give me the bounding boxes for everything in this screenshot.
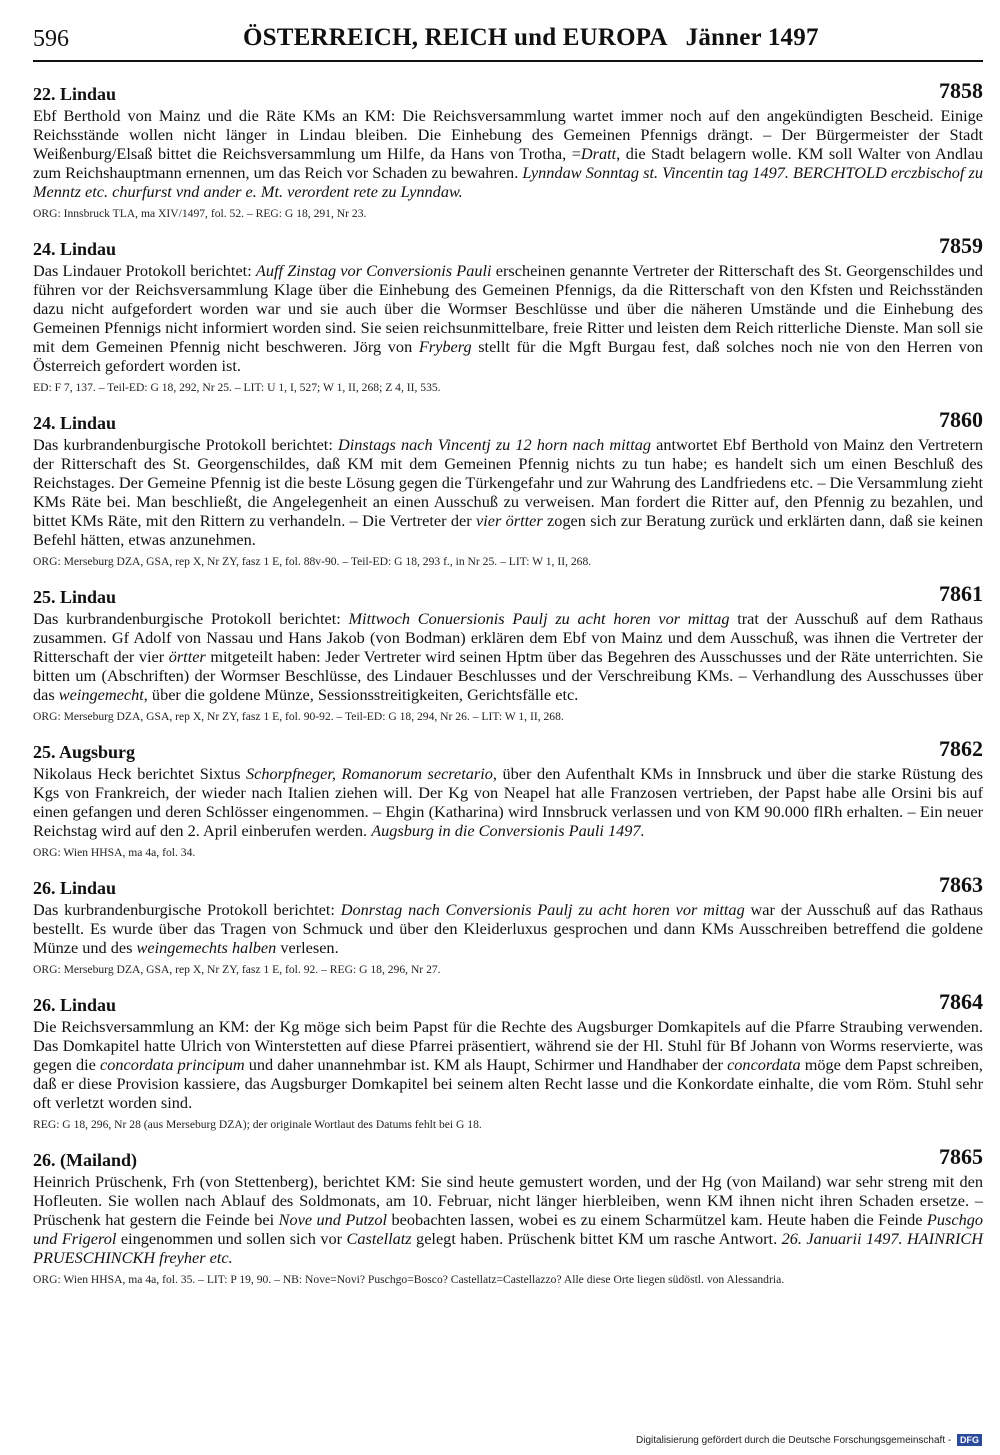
entry-title: 26. Lindau xyxy=(33,995,117,1015)
entry-body-text: Ebf Berthold von Mainz und die Räte KMs an KM: Die Reichsversammlung wartet immer noch auf den angekündigten Bescheid. Einige Reichsstände wollen nicht länger in Lindau bleiben. Die Einhebung des Gemeinen Pfennigs drängt. – Der Bürgermeister der Stadt Weißenburg/Elsaß bittet die Reichsversammlung um Hilfe, da Hans von Trotha, = xyxy=(33,106,983,163)
entry-body-italic: Puschgo und Frigerol xyxy=(33,1210,983,1248)
entry-head xyxy=(33,235,983,261)
entry-body-text: mitgeteilt haben: Jeder Vertreter wird seinen Hptm über das Begehren des Ausschusses und der Räte unterrichten. Sie bitten um (Abschriften) der Wormser Beschlüsse, des Lindauer Beschlusses und der Verschreibung KMs. – Verhandlung des Ausschusses über das xyxy=(33,647,984,704)
entry-body xyxy=(33,900,983,957)
entry xyxy=(33,991,983,1132)
entry-body xyxy=(33,1172,983,1267)
entry-body-text: stellt für die Mgft Burgau fest, daß solches noch nie von den Herren von Österreich gefordert worden ist. xyxy=(33,337,983,375)
entry-title: 24. Lindau xyxy=(33,413,117,433)
entry-number: 7860 xyxy=(939,407,983,432)
entry-body-text: war der Ausschuß auf das Rathaus bestellt. Es wurde über das Tragen von Schmuck und über den Kleiderluxus gesprochen und dann KMs Ausschreiben betreffend die goldene Münze und des xyxy=(33,900,983,957)
entry-number: 7861 xyxy=(939,581,983,606)
entry-number: 7865 xyxy=(939,1144,983,1169)
entry-number: 7858 xyxy=(939,78,983,103)
entry-body-text: erscheinen genannte Vertreter der Ritterschaft des St. Georgenschildes und führen vor der Reichsversammlung Klage über die Einhebung des Gemeinen Pfennigs, da die Ritterschaft von den Kfsten und Reichsständen dazu nicht aufgefordert worden war und sie auch über die Wormser Beschlüsse und über die näheren Umstände und die Einhebung des Gemeinen Pfennigs nicht informiert worden sind. Sie seien reichsunmittelbare, freie Ritter und leisten dem Reich ritterliche Dienste. Man soll sie mit dem Gemeinen Pfennig nicht beschweren. Jörg von xyxy=(33,261,984,356)
entry-body-text: Heinrich Prüschenk, Frh (von Stettenberg), berichtet KM: Sie sind heute gemustert worden, und der Hg (von Mailand) war sehr streng mit den Hofleuten. Sie wollen nach Ablauf des Soldmonats, am 10. Februar, nicht länger hierbleiben, wenn KM ihnen nicht ihren Schaden ersetze. – Prüschenk hat gestern die Feinde bei xyxy=(33,1172,983,1229)
entry-body xyxy=(33,609,983,704)
entry-body-italic: Dratt xyxy=(580,144,617,163)
entry-body-italic: Mittwoch Conuersionis Paulj zu acht horen vor mittag xyxy=(348,609,730,628)
entry-body-italic: Schorpfneger, Romanorum secretario xyxy=(245,764,493,783)
entry-number: 7864 xyxy=(939,989,983,1014)
footer-text: Digitalisierung gefördert durch die Deutsche Forschungsgemeinschaft - xyxy=(636,1435,952,1446)
entry xyxy=(33,409,983,569)
entry-body-text: gelegt haben. Prüschenk bittet KM um rasche Antwort. xyxy=(411,1229,782,1248)
header-rule xyxy=(33,60,983,62)
entry-body-text: möge dem Papst schreiben, daß er diese Provision kassiere, das Augsburger Domkapitel bei seinem alten Recht lasse und die Konkordate einhalte, die vom Röm. Stuhl sehr oft verletzt worden sind. xyxy=(33,1055,984,1112)
entry-body-text: trat der Ausschuß auf dem Rathaus zusammen. Gf Adolf von Nassau und Hans Jakob (von Bodman) erklären dem Ebf von Mainz und dem Ausschuß, was ihnen die Vertreter der Ritterschaft der vier xyxy=(33,609,983,666)
entry-title: 26. Lindau xyxy=(33,878,117,898)
entry-sources: ORG: Merseburg DZA, GSA, rep X, Nr ZY, fasz 1 E, fol. 90-92. – Teil-ED: G 18, 294, Nr 26. – LIT: W 1, II, 268. xyxy=(33,710,564,723)
entry xyxy=(33,738,983,860)
entry-body xyxy=(33,106,983,201)
page-header xyxy=(33,24,983,60)
entry-head xyxy=(33,1146,983,1172)
entry-sources: ORG: Merseburg DZA, GSA, rep X, Nr ZY, fasz 1 E, fol. 92. – REG: G 18, 296, Nr 27. xyxy=(33,963,441,976)
entry-number: 7862 xyxy=(939,736,983,761)
entry-body-italic: Augsburg in die Conversionis Pauli 1497. xyxy=(371,821,645,840)
entry-body-text: Das Lindauer Protokoll berichtet: xyxy=(33,261,256,280)
entry-body-italic: Fryberg xyxy=(418,337,472,356)
entry-body-italic: Nove und Putzol xyxy=(278,1210,387,1229)
entry-body xyxy=(33,764,983,840)
entry-sources: ORG: Wien HHSA, ma 4a, fol. 34. xyxy=(33,846,196,859)
entry-body-text: beobachten lassen, wobei es zu einem Scharmützel kam. Heute haben die Feinde xyxy=(387,1210,927,1229)
entry-body xyxy=(33,435,983,549)
entry-body-italic: örtter xyxy=(168,647,206,666)
entry xyxy=(33,80,983,221)
entry-head xyxy=(33,583,983,609)
entry-body-text: , die Stadt belagern wolle. KM soll Walter von Andlau zum Reichshauptmann ernennen, um das Reich vor Schaden zu bewahren. xyxy=(33,144,983,182)
entry-body-text: Das kurbrandenburgische Protokoll berichtet: xyxy=(33,435,338,454)
dfg-logo: DFG xyxy=(957,1434,982,1446)
entry-body-text: Das kurbrandenburgische Protokoll berichtet: xyxy=(33,900,341,919)
entry-sources: ED: F 7, 137. – Teil-ED: G 18, 292, Nr 25. – LIT: U 1, I, 527; W 1, II, 268; Z 4, II, 535. xyxy=(33,381,441,394)
entry-head xyxy=(33,738,983,764)
entry-sources: ORG: Innsbruck TLA, ma XIV/1497, fol. 52. – REG: G 18, 291, Nr 23. xyxy=(33,207,367,220)
footer-credit xyxy=(636,1434,982,1446)
entry-body xyxy=(33,1017,983,1112)
entry-number: 7863 xyxy=(939,872,983,897)
entry-body-text: Das kurbrandenburgische Protokoll berichtet: xyxy=(33,609,349,628)
entry-head xyxy=(33,80,983,106)
entry-body-text: und daher unannehmbar ist. KM als Haupt, Schirmer und Handhaber der xyxy=(244,1055,728,1074)
entry-sources: ORG: Merseburg DZA, GSA, rep X, Nr ZY, fasz 1 E, fol. 88v-90. – Teil-ED: G 18, 293 f., in Nr 25. – LIT: W 1, II, 268. xyxy=(33,555,592,568)
entry xyxy=(33,583,983,724)
entry-body-italic: vier örtter xyxy=(475,511,543,530)
entry xyxy=(33,874,983,977)
entry-body-italic: Auff Zinstag vor Conversionis Pauli xyxy=(255,261,492,280)
entry-sources: REG: G 18, 296, Nr 28 (aus Merseburg DZA); der originale Wortlaut des Datums fehlt bei G 18. xyxy=(33,1118,482,1131)
entry-body-text: antwortet Ebf Berthold von Mainz den Vertretern der Ritterschaft des St. Georgenschildes, daß KM mit dem Gemeinen Pfennig nichts zu tun habe; es handelt sich um einen Beschluß des Reichstages. Der Gemeine Pfennig ist die beste Lösung gegen die Türkengefahr und zur Wahrung des Landfriedens etc. – Die Versammlung zieht KMs Räte bei. Man beschließt, die Angelegenheit an einen Ausschuß zu verweisen. Man fordert die Ritter auf, den Pfennig zu bezahlen, und bittet KMs Räte, mit den Rittern zu verhandeln. – Die Vertreter der xyxy=(33,435,983,530)
entry-title: 24. Lindau xyxy=(33,239,117,259)
entry xyxy=(33,235,983,395)
entry-title: 26. (Mailand) xyxy=(33,1150,138,1170)
entry-body-text: eingenommen und sollen sich vor xyxy=(116,1229,347,1248)
entry-body-text: verlesen. xyxy=(276,938,339,957)
entry-body-text: Die Reichsversammlung an KM: der Kg möge sich beim Papst für die Rechte des Augsburger Domkapitels auf die Pfarre Straubing verwenden. Das Domkapitel hatte Ulrich von Winterstetten auf diese Pfarrei präsentiert, während sie der Hl. Stuhl für Bf Johann von Worms reservierte, was gegen die xyxy=(33,1017,983,1074)
entry-title: 25. Augsburg xyxy=(33,742,136,762)
entry-head xyxy=(33,991,983,1017)
entry-title: 25. Lindau xyxy=(33,587,117,607)
running-title: ÖSTERREICH, REICH und EUROPA Jänner 1497 xyxy=(243,24,819,51)
entry-body-italic: Donrstag nach Conversionis Paulj zu acht horen vor mittag xyxy=(340,900,745,919)
entry-body-italic: concordata xyxy=(727,1055,801,1074)
entry-body xyxy=(33,261,983,375)
entry-body-italic: Lynndaw Sonntag st. Vincentin tag 1497. BERCHTOLD erczbischof zu Menntz etc. churfurst vnd ander e. Mt. verordent rete zu Lynndaw. xyxy=(33,163,983,201)
entry xyxy=(33,1146,983,1287)
entry-head xyxy=(33,409,983,435)
entry-title: 22. Lindau xyxy=(33,84,117,104)
entry-body-italic: weingemechts halben xyxy=(136,938,277,957)
entry-body-italic: weingemecht xyxy=(58,685,144,704)
entry-body-text: , über die goldene Münze, Sessionsstreitigkeiten, Gerichtsfälle etc. xyxy=(143,685,579,704)
entry-body-italic: Castellatz xyxy=(346,1229,412,1248)
entry-body-italic: Dinstags nach Vincentj zu 12 horn nach mittag xyxy=(337,435,652,454)
entries-list xyxy=(33,80,983,1301)
entry-head xyxy=(33,874,983,900)
entry-body-italic: 26. Januarii 1497. HAINRICH PRUESCHINCKH freyher etc. xyxy=(33,1229,983,1267)
entry-number: 7859 xyxy=(939,233,983,258)
page-number: 596 xyxy=(33,26,69,52)
entry-body-italic: concordata principum xyxy=(100,1055,245,1074)
entry-body-text: zogen sich zur Beratung zurück und erklärten dann, daß sie keinen Befehl hätten, etwas anzunehmen. xyxy=(33,511,983,549)
entry-sources: ORG: Wien HHSA, ma 4a, fol. 35. – LIT: P 19, 90. – NB: Nove=Novi? Puschgo=Bosco? Castellatz=Castellazzo? Alle diese Orte liegen südöstl. von Alessandria. xyxy=(33,1273,785,1286)
entry-body-text: Nikolaus Heck berichtet Sixtus xyxy=(33,764,246,783)
entry-body-text: , über den Aufenthalt KMs in Innsbruck und über die starke Rüstung des Kgs von Frankreich, der wieder nach Italien ziehen will. Der Kg von Neapel hat alle Franzosen vertrieben, der Papst habe alle Orsini bis auf einen gefangen und deren Schlösser eingenommen. – Ehgin (Katharina) wird Innsbruck verlassen und von KM 90.000 flRh erhalten. – Ein neuer Reichstag wird auf den 2. April einberufen werden. xyxy=(33,764,983,840)
